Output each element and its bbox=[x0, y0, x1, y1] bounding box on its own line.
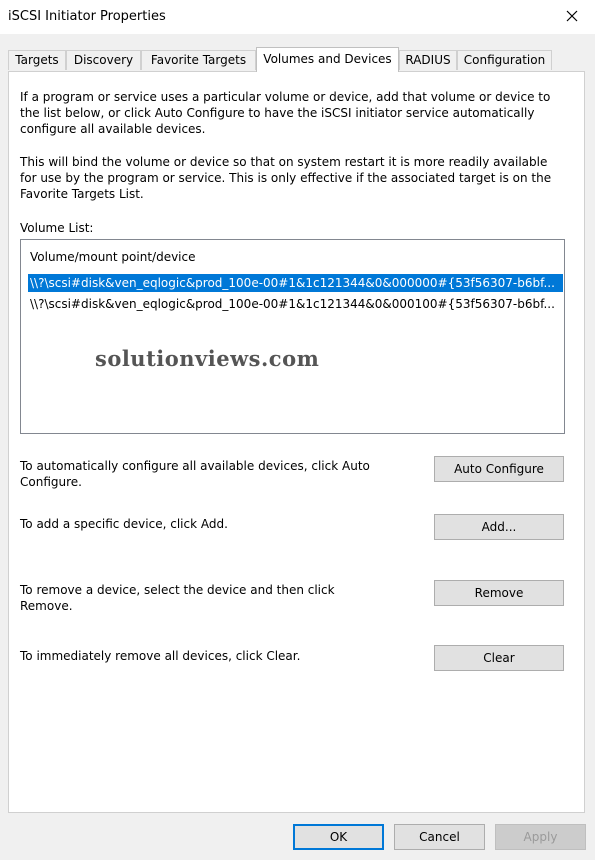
volume-list-label: Volume List: bbox=[20, 221, 94, 235]
tab-radius[interactable]: RADIUS bbox=[399, 50, 457, 70]
volumes-devices-panel bbox=[8, 71, 585, 813]
intro-text-1: If a program or service uses a particular volume or device, add that volume or device to the list below, or click Auto Configure to have the iSCSI initiator service automatically configure all available devices. bbox=[20, 90, 551, 136]
add-text: To add a specific device, click Add. bbox=[20, 517, 228, 531]
volume-list[interactable] bbox=[20, 239, 565, 434]
watermark-text: solutionviews.com bbox=[95, 346, 320, 371]
list-header: Volume/mount point/device bbox=[30, 250, 196, 264]
clear-button[interactable]: Clear bbox=[434, 645, 564, 671]
list-item[interactable]: \\?\scsi#disk&ven_eqlogic&prod_100e-00#1&1c121344&0&000100#{53f56307-b6bf... bbox=[30, 297, 555, 311]
add-button[interactable]: Add... bbox=[434, 514, 564, 540]
tab-configuration[interactable]: Configuration bbox=[457, 50, 552, 70]
auto-configure-text: To automatically configure all available devices, click Auto Configure. bbox=[20, 459, 370, 489]
cancel-button[interactable]: Cancel bbox=[394, 824, 485, 850]
tab-discovery[interactable]: Discovery bbox=[66, 50, 141, 70]
remove-button[interactable]: Remove bbox=[434, 580, 564, 606]
auto-configure-button[interactable]: Auto Configure bbox=[434, 456, 564, 482]
list-item[interactable]: \\?\scsi#disk&ven_eqlogic&prod_100e-00#1&1c121344&0&000000#{53f56307-b6bf... bbox=[28, 274, 563, 292]
ok-button[interactable]: OK bbox=[293, 824, 384, 850]
dialog-footer bbox=[0, 814, 595, 860]
remove-text: To remove a device, select the device and then click Remove. bbox=[20, 583, 335, 613]
clear-text: To immediately remove all devices, click Clear. bbox=[20, 649, 301, 663]
close-icon bbox=[566, 10, 578, 25]
window-title: iSCSI Initiator Properties bbox=[8, 9, 166, 24]
close-button[interactable] bbox=[549, 0, 595, 34]
title-bar bbox=[0, 0, 595, 34]
apply-button[interactable]: Apply bbox=[495, 824, 586, 850]
tab-favorite-targets[interactable]: Favorite Targets bbox=[141, 50, 256, 70]
intro-text-2: This will bind the volume or device so that on system restart it is more readily available for use by the program or service. This is only effective if the associated target is on the Favorite Targets List. bbox=[20, 155, 552, 201]
tab-targets[interactable]: Targets bbox=[8, 50, 66, 70]
tab-volumes-and-devices[interactable]: Volumes and Devices bbox=[256, 47, 399, 72]
